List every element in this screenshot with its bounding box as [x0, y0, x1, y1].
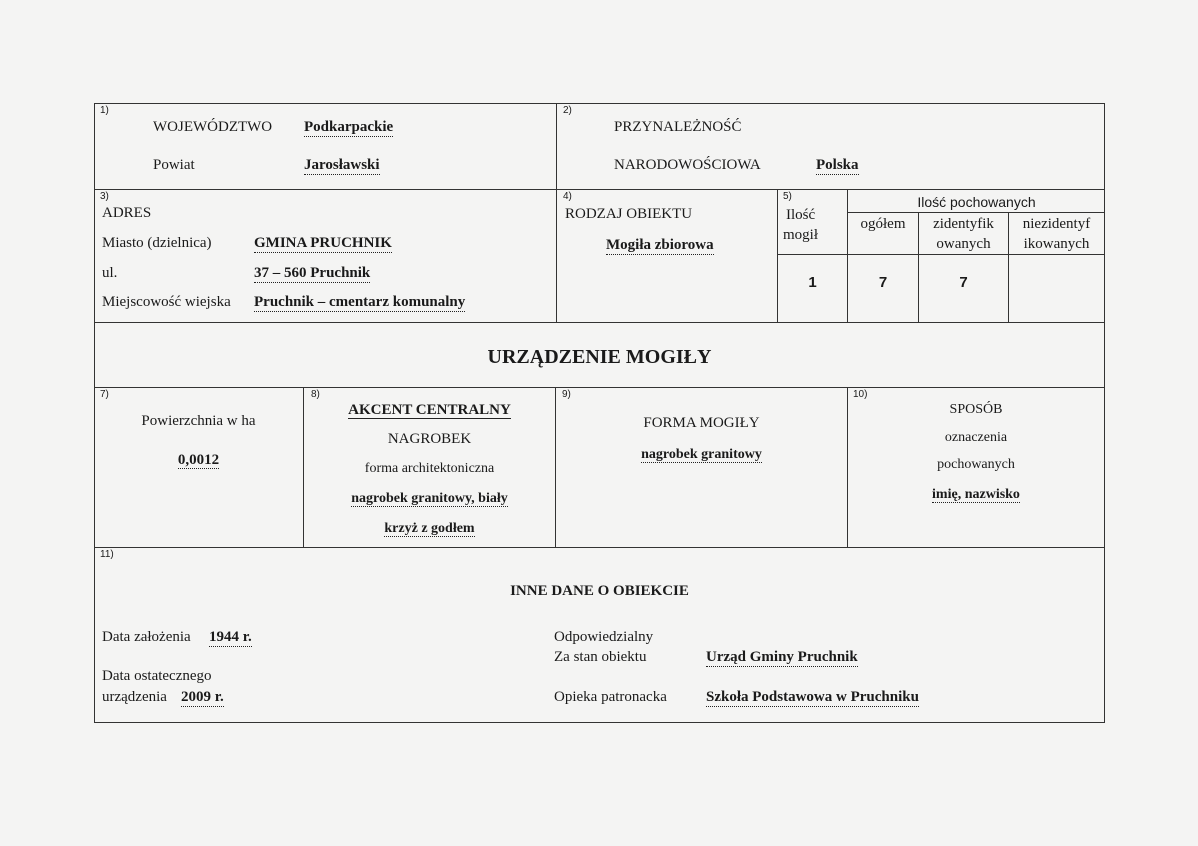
- adres-title: ADRES: [102, 205, 152, 221]
- nagrobek-label: NAGROBEK: [387, 431, 472, 447]
- narodowosc-value: Polska: [816, 157, 859, 173]
- ogolem-value: 7: [878, 274, 888, 291]
- akcent-centralny-title: AKCENT CENTRALNY: [348, 402, 511, 418]
- miejscowosc-value: Pruchnik – cmentarz komunalny: [254, 294, 466, 310]
- za-stan-obiektu-label: Za stan obiektu: [554, 649, 647, 665]
- wojewodztwo-value: Podkarpackie: [304, 119, 394, 135]
- row-divider-2: [94, 322, 1105, 323]
- miejscowosc-label: Miejscowość wiejska: [102, 294, 231, 310]
- data-ostatecznego-label: Data ostatecznego: [102, 668, 212, 684]
- mogil-label: mogił: [783, 227, 819, 243]
- zidentyfikowanych-header-1: zidentyfik: [933, 216, 994, 232]
- data-zalozenia-value: 1944 r.: [209, 629, 252, 645]
- nagrobek-opis-value: nagrobek granitowy, biały: [351, 491, 508, 506]
- section-number: 10): [853, 389, 868, 400]
- urzadzenie-mogily-heading: URZĄDZENIE MOGIŁY: [487, 346, 712, 368]
- pochowanych-divider: [847, 212, 1105, 213]
- niezidentyfikowanych-header-2: ikowanych: [1023, 236, 1090, 252]
- data-ostatecznego-value: 2009 r.: [181, 689, 224, 705]
- rodzaj-obiektu-title: RODZAJ OBIEKTU: [565, 206, 693, 222]
- miasto-value: GMINA PRUCHNIK: [254, 235, 392, 251]
- powierzchnia-label: Powierzchnia w ha: [141, 413, 256, 429]
- ilosc-label: Ilość: [786, 207, 816, 223]
- wojewodztwo-label: WOJEWÓDZTWO: [153, 119, 273, 135]
- border-bottom: [94, 722, 1105, 723]
- rodzaj-obiektu-value: Mogiła zbiorowa: [606, 237, 714, 253]
- przynaleznosc-label: PRZYNALEŻNOŚĆ: [614, 119, 742, 135]
- data-zalozenia-label: Data założenia: [102, 629, 191, 645]
- sposob-oznaczenia-value: imię, nazwisko: [932, 487, 1020, 502]
- section-number: 5): [783, 191, 792, 202]
- niezidentyfikowanych-header-1: niezidentyf: [1022, 216, 1091, 232]
- powierzchnia-value: 0,0012: [177, 452, 220, 468]
- zidentyfikowanych-header-2: owanych: [936, 236, 991, 252]
- narodowosciowa-label: NARODOWOŚCIOWA: [614, 157, 761, 173]
- col-divider-main: [556, 103, 557, 323]
- ogolem-header: ogółem: [860, 216, 906, 232]
- section-number: 9): [562, 389, 571, 400]
- miasto-label: Miasto (dzielnica): [102, 235, 212, 251]
- zidentyfikowanych-value: 7: [959, 274, 968, 291]
- section-number: 8): [311, 389, 320, 400]
- pochowanych-title: Ilość pochowanych: [917, 194, 1036, 210]
- ulica-value: 37 – 560 Pruchnik: [254, 265, 371, 281]
- pochowanych-label: pochowanych: [937, 457, 1015, 472]
- section-number: 7): [100, 389, 109, 400]
- col-divider-r4-2: [555, 387, 556, 548]
- inne-dane-title: INNE DANE O OBIEKCIE: [510, 583, 689, 599]
- krzyz-value: krzyż z godłem: [384, 521, 475, 536]
- ilosc-mogil-value: 1: [808, 274, 817, 291]
- ulica-label: ul.: [102, 265, 118, 281]
- section-number: 2): [563, 105, 572, 116]
- forma-architektoniczna-label: forma architektoniczna: [364, 461, 495, 476]
- odpowiedzialny-value: Urząd Gminy Pruchnik: [706, 649, 858, 665]
- section-number: 3): [100, 191, 109, 202]
- row-divider-4: [94, 547, 1105, 548]
- powiat-value: Jarosławski: [304, 157, 380, 173]
- section-number: 1): [100, 105, 109, 116]
- opieka-patronacka-label: Opieka patronacka: [554, 689, 667, 705]
- odpowiedzialny-label: Odpowiedzialny: [554, 629, 654, 645]
- powiat-label: Powiat: [153, 157, 195, 173]
- forma-mogily-title: FORMA MOGIŁY: [643, 415, 760, 431]
- opieka-patronacka-value: Szkoła Podstawowa w Pruchniku: [706, 689, 919, 705]
- col-divider-5: [777, 189, 778, 323]
- counts-divider: [777, 254, 1105, 255]
- urzadzenia-label: urządzenia: [102, 689, 167, 705]
- section-number: 4): [563, 191, 572, 202]
- border-top: [94, 103, 1105, 104]
- section-number: 11): [100, 549, 114, 560]
- forma-mogily-value: nagrobek granitowy: [641, 447, 762, 462]
- sposob-label: SPOSÓB: [949, 402, 1003, 417]
- row-divider-3: [94, 387, 1105, 388]
- row-divider-1: [94, 189, 1105, 190]
- oznaczenia-label: oznaczenia: [944, 430, 1008, 445]
